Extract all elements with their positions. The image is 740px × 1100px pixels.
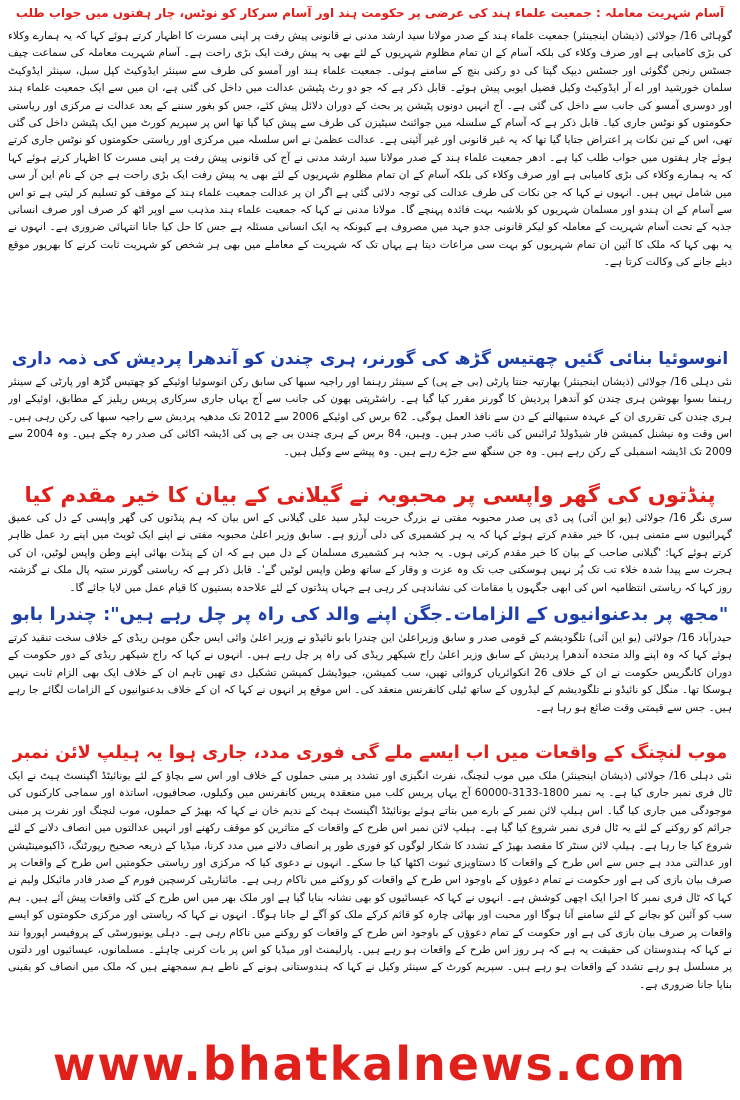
story-headline: آسام شہریت معاملہ : جمعیت علماء ہند کی عرضی پر حکومت ہند اور آسام سرکار کو نوٹس، چار ہفتوں میں جواب طلب	[15, 6, 725, 20]
site-url-watermark: www.bhatkalnews.com	[52, 1037, 688, 1091]
story-headline: موب لنچنگ کے واقعات میں اب ایسے ملے گی فوری مدد، جاری ہوا یہ ہیلپ لائن نمبر	[12, 743, 728, 763]
story-headline: انوسوئیا بنائی گئیں چھتیس گڑھ کی گورنر، ہری چندن کو آندھرا پردیش کی ذمہ داری	[11, 349, 729, 369]
story-body: نئی دہلی 16/ جولائی (ذیشان اینجینئر) ملک میں موب لنچنگ، نفرت انگیزی اور تشدد پر مبنی حملوں کے خلاف اور اس سے بچاؤ کے لئے یونائیٹڈ اگینسٹ ہیٹ نے ایک ٹال فری نمبر جاری کیا ہے۔ یہ نمبر 1800-3133-60000 آج یہاں پریس کلب میں منعقدہ پریس کانفرنس میں وکیلوں، صحافیوں، اساتذہ اور سماجی کارکنوں کی موجودگی میں جاری کیا گیا۔ اس ہیلپ لائن نمبر کے بارے میں بتاتے ہوئے یونائیٹڈ اگینسٹ ہیٹ کے ندیم خان نے کہا کہ بھیڑ کے حملوں، موب لنچنگ اور نفرت پر مبنی جرائم کو روکنے کے لئے یہ ٹال فری نمبر شروع کیا گیا ہے۔ ہیلپ لائن نمبر اس طرح کے واقعات کے متاثرین کو موقف رکھنے اور انہیں عدالتوں میں انصاف دلانے کے لئے شروع کیا جا رہا ہے۔ ہیلپ لائن سنٹر کا مقصد بھیڑ کے تشدد کا شکار لوگوں کو فوری طور پر انصاف دلانے میں مدد کرنا، میڈیا کے ذریعہ صحیح رپورٹنگ، ڈاکیومینٹیشن اور عدالتی مدد ہے جس سے اس طرح کے واقعات کا دستاویزی ثبوت اکٹھا کیا جا سکے۔ انہوں نے دعوی کیا کہ مرکزی اور ریاستی حکومتیں اس طرح کے واقعات پر صرف بیان بازی کی ہے اور حکومت نے تمام دعوؤں کے باوجود اس طرح کے واقعات کو روکنے میں ناکام رہی ہے۔ مائناریٹی کرسچین فورم کے صدر فادر مائیکل ولیم نے کہا کہ ٹال فری نمبر کا اجرا ایک اچھی کوشش ہے۔ انہوں نے کہا کہ عیسائیوں کو بھی نشانہ بنایا گیا ہے اور ملک بھر میں اس طرح کے کئی واقعات پیش آئے ہیں۔ ہم سب کو آئین کو بچانے کے لئے سامنے آنا ہوگا اور محبت اور بھائی چارہ کو قائم کرکے ملک کو آگے لے جانا ہوگا۔ انہوں نے کہا کہ ریاستی اور مرکزی حکومتوں کو ایسے واقعات پر صرف بیان بازی کی ہے اور حکومت کے تمام دعوؤں کے باوجود اس طرح کے واقعات کو روکنے میں ناکام رہی ہے۔ دہلی یونیورسٹی کے پروفیسر اپوروا نند نے کہا کہ ہندوستان کی حقیقت یہ ہے کہ ہر روز اس طرح کے واقعات ہو رہے ہیں۔ پارلیمنٹ اور میڈیا کو اس پر بات کرنی چاہئے۔ مسلمانوں، عیسائیوں اور دلتوں پر مسلسل ہو رہے تشدد کے واقعات ہو رہے ہیں۔ سپریم کورٹ کے سینئر وکیل نے کہا کہ ہندوستانی ہونے کے ناطے ہم سمجھتے ہیں کہ ملک میں انصاف کو یقینی بنایا جانا ضروری ہے۔	[8, 770, 732, 991]
story-body: سری نگر 16/ جولائی (یو این آئی) پی ڈی پی صدر محبوبہ مفتی نے بزرگ حریت لیڈر سید علی گیلانی کے اس بیان کہ ہم پنڈتوں کی گھر واپسی کے دل کی عمیق گہرائیوں سے متمنی ہیں، کا خیر مقدم کرتے ہوئے کہا کہ یہ ہر کشمیری کی دلی آرزو ہے۔ سابق وزیر اعلیٰ محبوبہ مفتی نے اپنے ایک ٹویٹ میں اپنے رد عمل ظاہر کرتے ہوئے کہا: 'گیلانی صاحب کے بیان کا خیر مقدم کرتی ہوں۔ یہ جذبہ ہر کشمیری مسلمان کے دل میں ہے کہ ان کے پنڈت بھائی اپنے وطن واپس لوٹیں، ان کی ہجرت سے پیدا شدہ خلاء تب تک پُر نہیں ہوسکتی جب تک وہ عزت و وقار کے ساتھ وطن واپس لوٹیں گے'۔ قابل ذکر ہے کہ ریاستی گورنر ستیہ پال ملک نے گزشتہ روز کہا کہ ریاستی انتظامیہ اس کی ابھی جگہوں یا مقامات کی نشاندہی کر رہی ہے جہاں پنڈتوں کے لئے علاحدہ بستیوں کا قیام عمل میں لایا جائے گا۔	[8, 512, 732, 594]
story-body: گوہاٹی 16/ جولائی (ذیشان اینجینئر) جمعیت علماء ہند کے صدر مولانا سید ارشد مدنی نے قانونی پیش رفت پر اپنی مسرت کا اظہار کرتے ہوئے کہا کہ یہ ہمارے وکلاء کی بڑی کامیابی ہے اور صرف وکلاء کی بلکہ آسام کے ان تمام مظلوم شہریوں کے لئے بھی یہ پیش رفت ایک بڑی راحت ہے۔ آسام شہریت معاملہ کی سماعت چیف جسٹس رنجن گگوئی اور جسٹس دیپک گپتا کی دو رکنی بنچ کے سامنے ہوئی۔ جمعیت علماء ہند اور آمسو کی طرف سے سینئر ایڈوکیٹ کپل سبل، سینئر ایڈوکیٹ سلمان خورشید اور اے آر ایڈوکیٹ وکیل فضیل ایوبی پیش ہوئے۔ قابل ذکر ہے کہ جو دو رٹ پٹیشن عدالت میں داخل کی گئی ہے، ان میں سے ایک جمعیت علماء ہند اور دوسری آمسو کی جانب سے داخل کی گئی ہے۔ آج انہیں دونوں پٹیشن پر بحث کے دوران دلائل پیش کئے، جس کو بغور سننے کے بعد عدالت نے مرکزی اور ریاستی حکومتوں کو نوٹس جاری کیا۔ قابل ذکر ہے کہ آسام کے سلسلہ میں جوائنٹ سیٹیزن کی طرف سے پیش کیا گیا تھا اس پر سپریم کورٹ میں ایک پٹیشن داخل کی گئی تھی، اس کے تین نکات پر اعتراض جتایا گیا تھا کہ یہ غیر قانونی اور غیر آئینی ہے۔ عدالت عظمیٰ نے اس سلسلہ میں مرکزی اور ریاستی حکومتوں کو نوٹس جاری کرتے ہوئے چار ہفتوں میں جواب طلب کیا ہے۔ ادھر جمعیت علماء ہند کے صدر مولانا سید ارشد مدنی نے آج کی قانونی پیش رفت پر اپنی مسرت کا اظہار کرتے ہوئے کہا کہ یہ ہمارے وکلاء کی بڑی کامیابی ہے اور صرف وکلاء کی بلکہ آسام کے ان تمام مظلوم شہریوں کے لئے بھی یہ پیش رفت ایک بڑی راحت ہے جن کے نام این آر سی میں شامل نہیں ہیں۔ انہوں نے کہا کہ جن نکات کی طرف عدالت کی توجہ دلائی گئی ہے اگر ان پر عدالت جمعیت علماء ہند کے موقف کو تسلیم کر لیتی ہے تو اس سے آسام کے ان ہندو اور مسلمان شہریوں کو بلاشبہ بہت فائدہ پہنچے گا۔ مولانا مدنی نے کہا کہ جمعیت علماء ہند مذہب سے اوپر اٹھ کر صرف اور صرف انسانی جذبہ کے تحت آسام شہریت کے معاملہ کو لیکر قانونی جدو جہد میں مصروف ہے کیونکہ یہ ایک انسانی مسئلہ ہے جس کا حل کیا جانا انتہائی ضروری ہے۔ انہوں نے یہ بھی کہا کہ ملک کا آئین ان تمام شہریوں کو بہت سی مراعات دیتا ہے یہاں تک کہ شہریت کے معاملے میں بھی ہر شخص کو شہریت ثابت کرنے کا بھرپور موقع دیئے جانے کی وکالت کرتا ہے۔	[8, 30, 732, 269]
story-body: حیدرآباد 16/ جولائی (یو این آئی) تلگودیشم کے قومی صدر و سابق وزیراعلیٰ این چندرا بابو نائیڈو نے وزیر اعلیٰ وائی ایس جگن موہن ریڈی کے خلاف سخت تنقید کرتے ہوئے کہا کہ وہ اپنے والد متحدہ آندھرا پردیش کے سابق وزیر اعلیٰ راج شیکھر ریڈی کی راہ پر چل رہے ہیں۔ انہوں نے کہا کہ راج شیکھر ریڈی کے دور حکومت کے دوران کانگریس حکومت نے ان کے خلاف 26 انکوائریاں کروائی تھیں، سب کمیشن، جیوڈیشل کمیشن تشکیل دی تھیں تاہم ان کے خلاف ایک بھی الزام ثابت نہیں ہوسکا تھا۔ منگل کو نائیڈو نے تلگودیشم کے لیڈروں کے ساتھ ٹیلی کانفرنس منعقد کی۔ اس موقع پر انہوں نے کہا کہ ان کے خلاف بدعنوانیوں کے الزامات لگائے جا رہے ہیں۔ جس سے قیمتی وقت ضائع ہو رہا ہے۔	[8, 632, 732, 714]
story-governor-appointments	[0, 342, 740, 478]
story-chandrababu	[0, 598, 740, 736]
story-headline: پنڈتوں کی گھر واپسی پر محبوبہ نے گیلانی کے بیان کا خیر مقدم کیا	[24, 483, 716, 507]
story-body: نئی دہلی 16/ جولائی (ذیشان اینجینئر) بھارتیہ جنتا پارٹی (بی جے پی) کے سینئر رہنما اور راجیہ سبھا کی سابق رکن انوسوئیا اوئیکے کو چھتیس گڑھ اور پارٹی کے سینئر رہنما بسوا بھوشن ہری چندن کو آندھرا پردیش کا گورنر مقرر کیا گیا ہے۔ راشٹرپتی بھون کی جانب سے آج یہاں جاری سرکاری پریس ریلیز کے مطابق، اوئیکے اور ہری چندن کی تقرری ان کے عہدہ سنبھالنے کے دن سے نافذ العمل ہوگی۔ 62 برس کی اوئیکے 2006 سے 2012 تک مدھیہ پردیش سے راجیہ سبھا کی رکن رہی ہیں۔ اس وقت وہ نیشنل کمیشن فار شیڈولڈ ٹرائبس کی نائب صدر ہیں۔ وہیں، 84 برس کے ہری چندن بی جے پی کی اڈیشہ اکائی کی صدر رہ چکے ہیں۔ وہ 2004 سے 2009 تک اڈیشہ اسمبلی کے رکن رہے ہیں۔ وہ جن سنگھ سے جڑے رہے ہیں۔ وہ پیشے سے وکیل ہیں۔	[8, 376, 732, 458]
story-headline: "مجھ پر بدعنوانیوں کے الزامات۔جگن اپنے والد کی راہ پر چل رہے ہیں": چندرا بابو	[11, 604, 729, 625]
story-pandits-return	[0, 478, 740, 598]
story-assam-citizenship	[0, 0, 740, 342]
